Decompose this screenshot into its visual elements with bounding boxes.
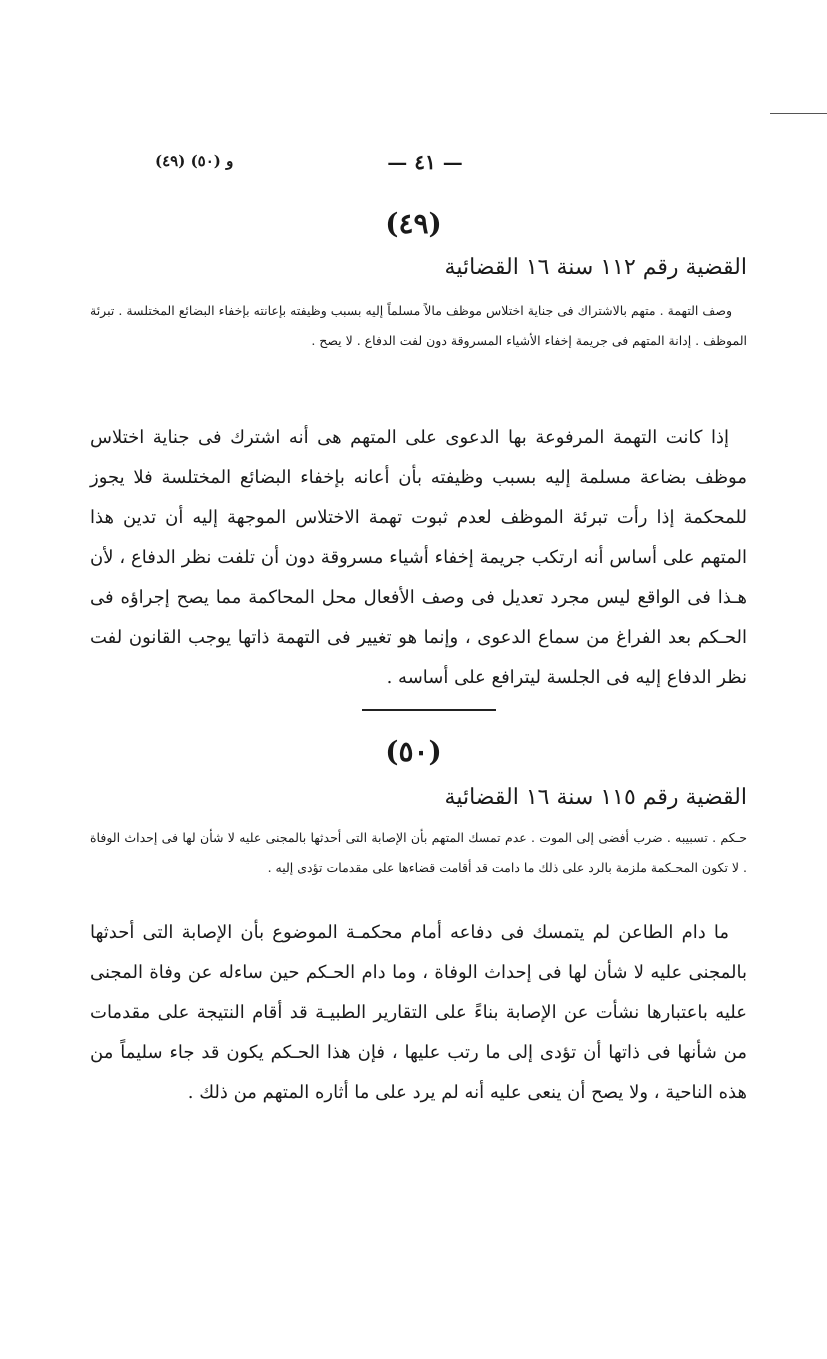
scan-edge-mark: [770, 113, 827, 114]
case-body-50: ما دام الطاعن لم يتمسك فى دفاعه أمام محكمـة الموضوع بأن الإصابة التى أحدثها بالمجنى عليه لا شأن لها فى إحداث الوفاة ، وما دام الحـكم حين ساءله عن وفاة المجنى عليه باعتبارها نشأت عن الإصابة بناءً على التقارير الطبيـة قد أقام النتيجة على مقدمات من شأنها فى ذاتها أن تؤدى إلى ما رتب عليها ، فإن هذا الحـكم يكون قد جاء سليماً من هذه الناحية ، ولا يصح أن ينعى عليه أنه لم يرد على ما أثاره المتهم من ذلك .: [90, 922, 747, 1103]
page-header: [100, 150, 750, 180]
case-number-49: (٤٩): [385, 207, 442, 240]
case-summary-50: حـكم . تسبيبه . ضرب أفضى إلى الموت . عدم تمسك المتهم بأن الإصابة التى أحدثها بالمجنى عليه لا شأن لها فى إحداث الوفاة . لا تكون المحـكمة ملزمة بالرد على ذلك ما دامت قد أقامت قضاءها على مقدمات تؤدى إليه .: [90, 830, 747, 875]
page-number: — ٤١ —: [387, 150, 463, 174]
case-title-50: القضية رقم ١١٥ سنة ١٦ القضائية: [444, 785, 747, 810]
case-title-49: القضية رقم ١١٢ سنة ١٦ القضائية: [444, 255, 747, 280]
case-body-49: إذا كانت التهمة المرفوعة بها الدعوى على المتهم هى أنه اشترك فى جناية اختلاس موظف بضاعة مسلمة إليه بسبب وظيفته بأن أعانه بإخفاء البضائع المختلسة فلا يجوز للمحكمة إذا رأت تبرئة الموظف لعدم ثبوت تهمة الاختلاس الموجهة إليه أن تدين هذا المتهم على أساس أنه ارتكب جريمة إخفاء أشياء مسروقة دون أن تلفت نظر الدفاع ، لأن هـذا فى الواقع ليس مجرد تعديل فى وصف الأفعال محل المحاكمة مما يصح إجراؤه فى الحـكم بعد الفراغ من سماع الدعوى ، وإنما هو تغيير فى التهمة ذاتها يوجب القانون لفت نظر الدفاع إليه فى الجلسة ليترافع على أساسه .: [90, 427, 747, 688]
case-number-50: (٥٠): [385, 735, 442, 768]
section-divider: [362, 709, 496, 711]
case-summary-49: وصف التهمة . متهم بالاشتراك فى جناية اختلاس موظف مالاً مسلماً إليه بسبب وظيفته بإعانته بإخفاء البضائع المختلسة . تبرئة الموظف . إدانة المتهم فى جريمة إخفاء الأشياء المسروقة دون لفت الدفاع . لا يصح .: [90, 303, 747, 348]
header-case-range: (٤٩) و (٥٠): [155, 152, 234, 170]
